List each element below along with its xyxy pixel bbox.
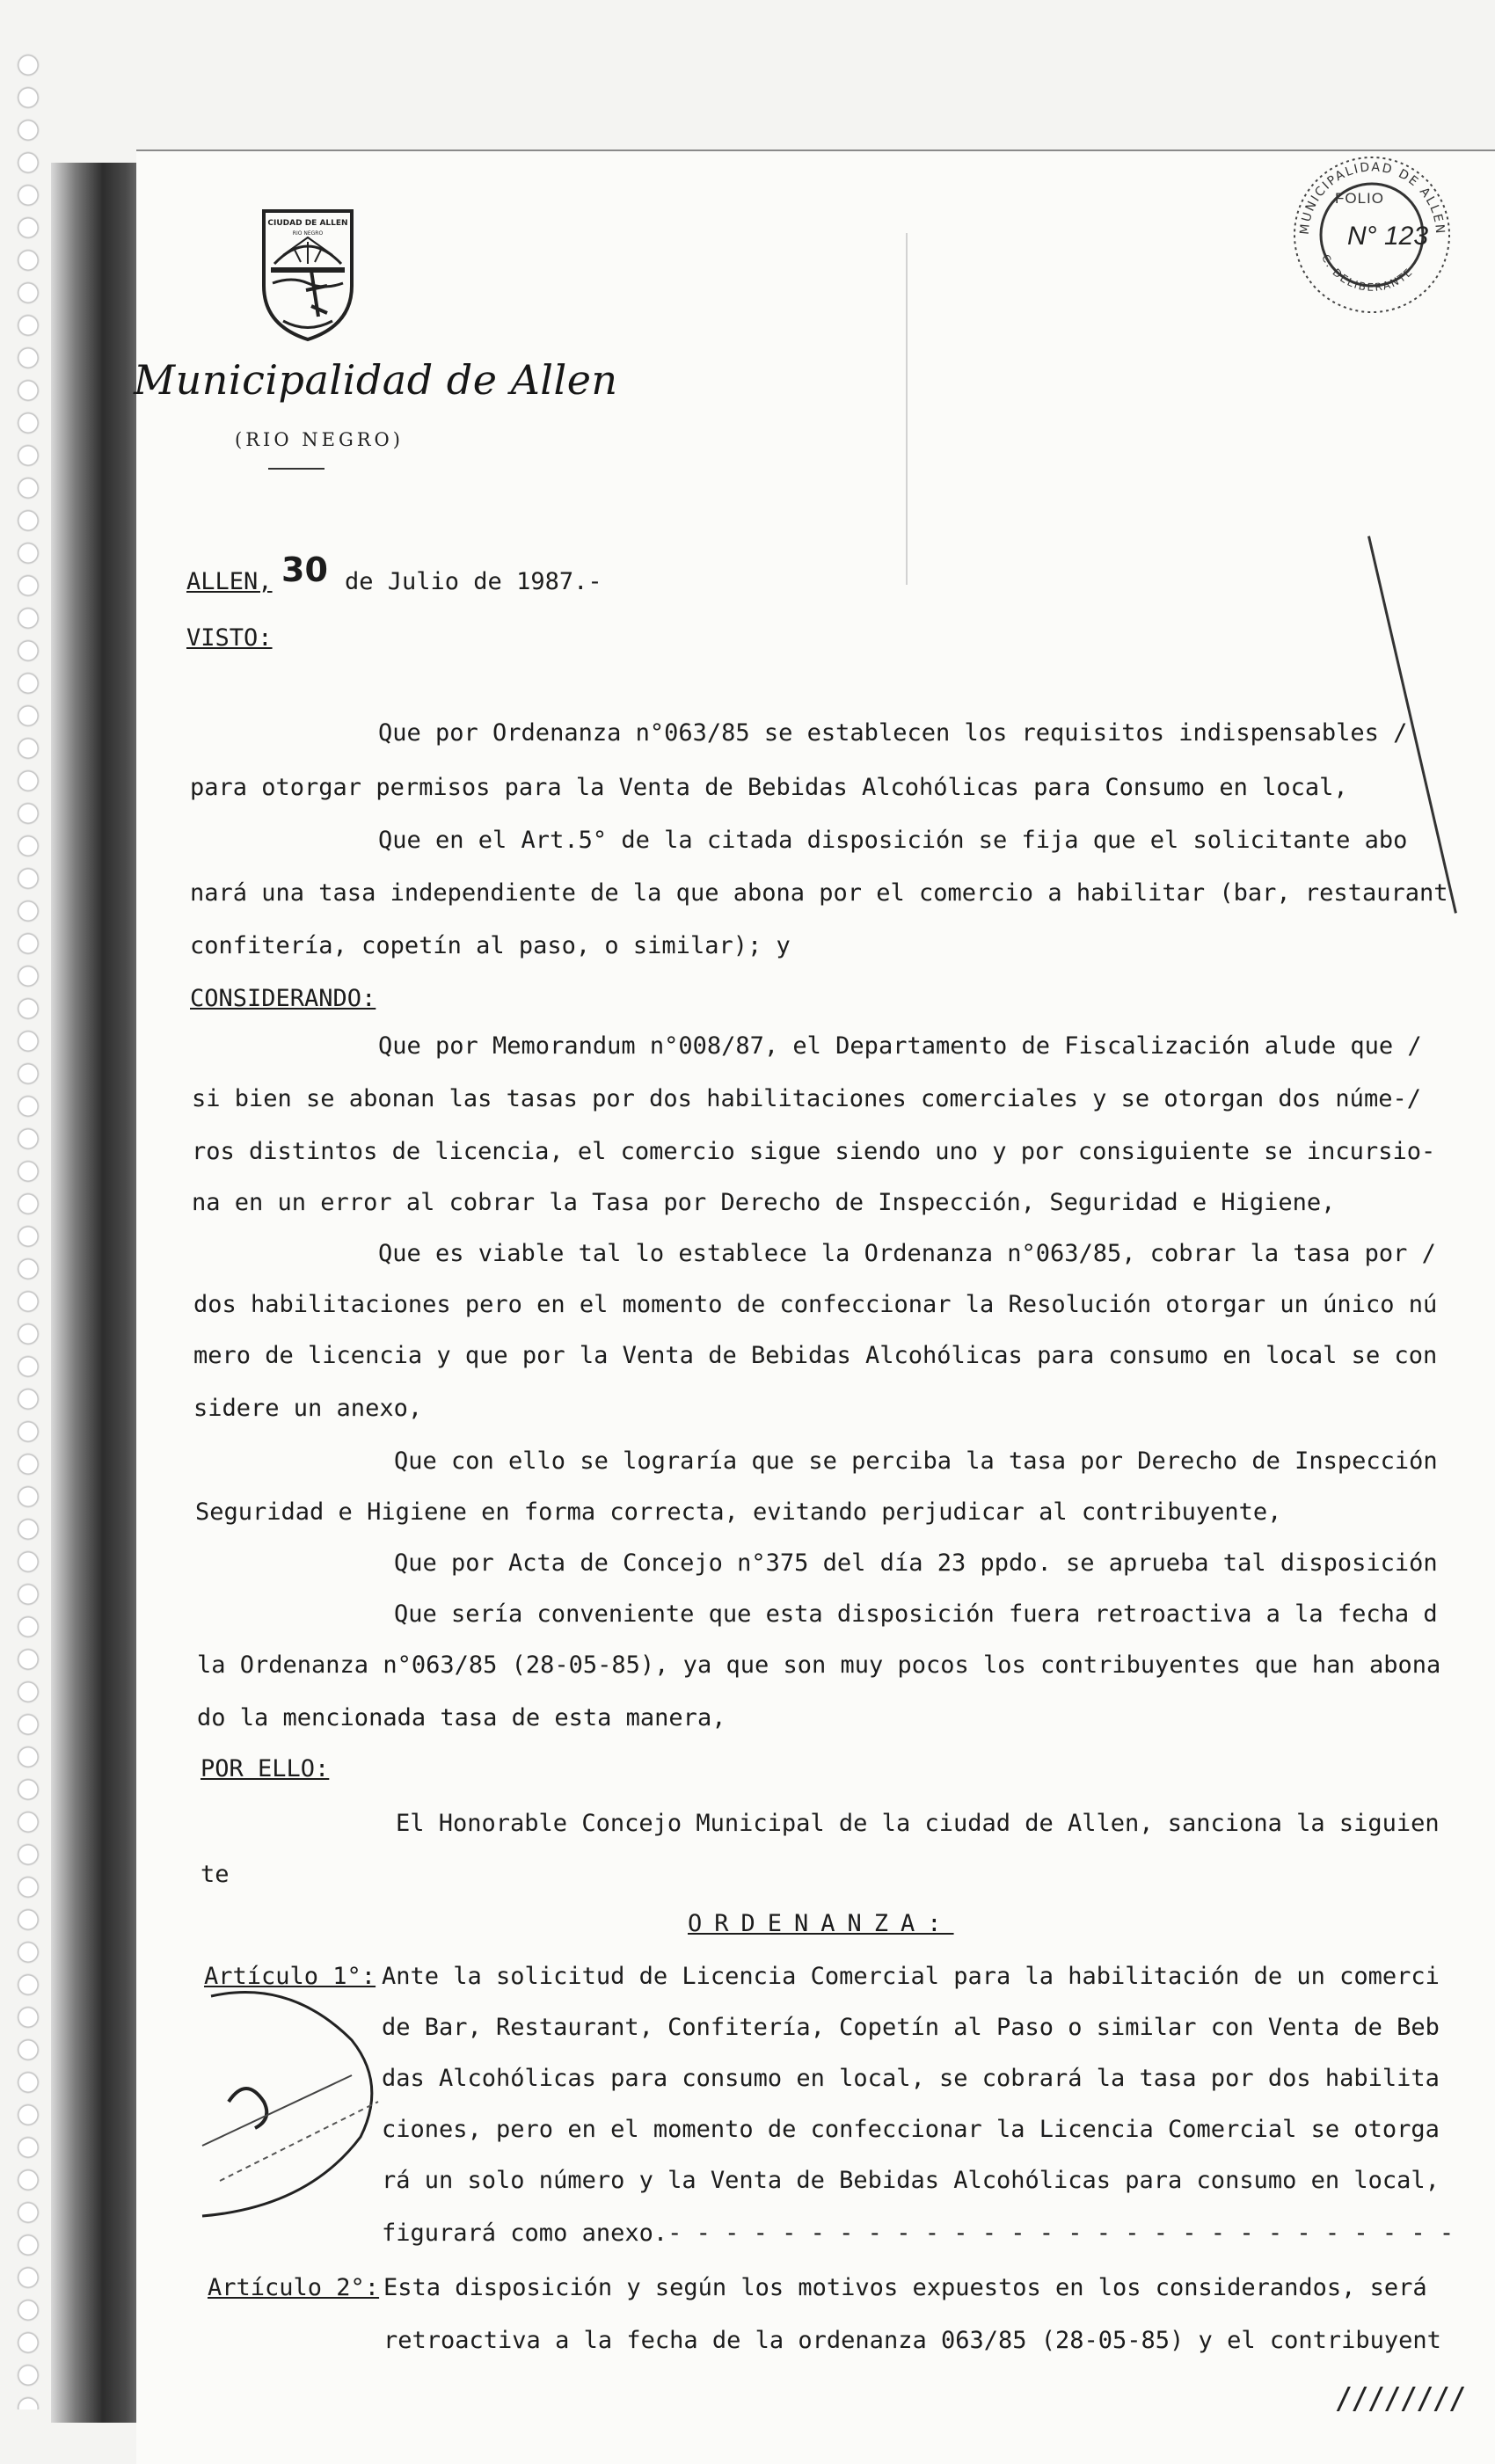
svg-text:C. DELIBERANTE [1319,252,1416,294]
visto-line: Que por Ordenanza n°063/85 se establecen los requisitos indispensables / [378,719,1408,747]
crest-subcaption: RIO NEGRO [292,230,324,237]
visto-line: confitería, copetín al paso, o similar); y [190,932,791,959]
organization-name: Municipalidad de Allen [134,356,618,404]
seal-bottom-text: C. DELIBERANTE [1319,252,1416,294]
article-line: Esta disposición y según los motivos expuestos en los considerandos, será [383,2274,1427,2301]
considerando-line: sidere un anexo, [193,1395,423,1422]
article-line: retroactiva a la fecha de la ordenanza 063/85 (28-05-85) y el contribuyent [383,2327,1441,2354]
considerando-line: Seguridad e Higiene en forma correcta, evitando perjudicar al contribuyente, [195,1498,1282,1526]
ordenanza-title: ORDENANZA: [688,1910,954,1937]
article-line: figurará como anexo.- - - - - - - - - - - - - - - - - - - - - - - - - - - - [382,2220,1455,2247]
folio-seal [1282,151,1462,318]
considerando-line: dos habilitaciones pero en el momento de confeccionar la Resolución otorgar un único nú [193,1291,1438,1318]
considerando-line: Que por Acta de Concejo n°375 del día 23 ppdo. se aprueba tal disposición [394,1549,1438,1577]
considerando-heading: CONSIDERANDO: [190,985,376,1012]
considerando-line: Que con ello se lograría que se perciba la tasa por Derecho de Inspección [394,1447,1438,1475]
footer-marks: //////// [1335,2381,1465,2417]
article-label: Artículo 2°: [208,2274,380,2301]
binder-holes [11,53,46,2409]
considerando-line: la Ordenanza n°063/85 (28-05-85), ya que son muy pocos los contribuyentes que han abona [197,1651,1441,1679]
article-line: Ante la solicitud de Licencia Comercial para la habilitación de un comerci [382,1963,1440,1990]
considerando-line: si bien se abonan las tasas por dos habilitaciones comerciales y se otorgan dos núme-/ [192,1085,1421,1112]
considerando-line: Que sería conveniente que esta disposición fuera retroactiva a la fecha d [394,1600,1438,1628]
por-ello-line: El Honorable Concejo Municipal de la ciudad de Allen, sanciona la siguien [396,1810,1440,1837]
considerando-line: ros distintos de licencia, el comercio sigue siendo uno y por consiguiente se incursio- [192,1138,1436,1165]
considerando-line: mero de licencia y que por la Venta de Bebidas Alcohólicas para consumo en local se con [193,1342,1438,1369]
date-day-handwritten: 30 [281,550,328,589]
considerando-line: na en un error al cobrar la Tasa por Derecho de Inspección, Seguridad e Higiene, [192,1189,1336,1216]
seal-ring-text: MUNICIPALIDAD DE ALLEN [1297,160,1448,236]
considerando-line: Que por Memorandum n°008/87, el Departamento de Fiscalización alude que / [378,1032,1422,1060]
visto-line: para otorgar permisos para la Venta de Bebidas Alcohólicas para Consumo en local, [190,774,1348,801]
organization-province: (RIO NEGRO) [235,429,404,450]
article-line: rá un solo número y la Venta de Bebidas Alcohólicas para consumo en local, [382,2167,1440,2194]
visto-line: nará una tasa independiente de la que abona por el comercio a habilitar (bar, restaurant [190,879,1448,907]
visto-line: Que en el Art.5° de la citada disposición se fija que el solicitante abo [378,827,1408,854]
visto-heading: VISTO: [186,624,273,652]
province-rule [268,468,325,470]
por-ello-line: te [201,1861,230,1888]
municipal-crest-icon [257,202,359,343]
signature-stamp-icon [176,1970,440,2234]
considerando-line: do la mencionada tasa de esta manera, [197,1704,726,1731]
por-ello-heading: POR ELLO: [201,1755,330,1782]
seal-folio-label: FOLIO [1335,190,1385,207]
article-label: Artículo 1°: [204,1963,376,1990]
seal-folio-number: N° 123 [1347,222,1429,251]
date-place: ALLEN, [186,568,273,595]
page-crease [906,233,908,585]
article-line: das Alcohólicas para consumo en local, se cobrará la tasa por dos habilita [382,2065,1440,2092]
crest-caption: CIUDAD DE ALLEN [267,219,348,228]
considerando-line: Que es viable tal lo establece la Ordenanza n°063/85, cobrar la tasa por / [378,1240,1436,1267]
article-line: ciones, pero en el momento de confeccionar la Licencia Comercial se otorga [382,2116,1440,2143]
date-rest: de Julio de 1987.- [345,568,602,595]
article-line: de Bar, Restaurant, Confitería, Copetín al Paso o similar con Venta de Beb [382,2014,1440,2041]
